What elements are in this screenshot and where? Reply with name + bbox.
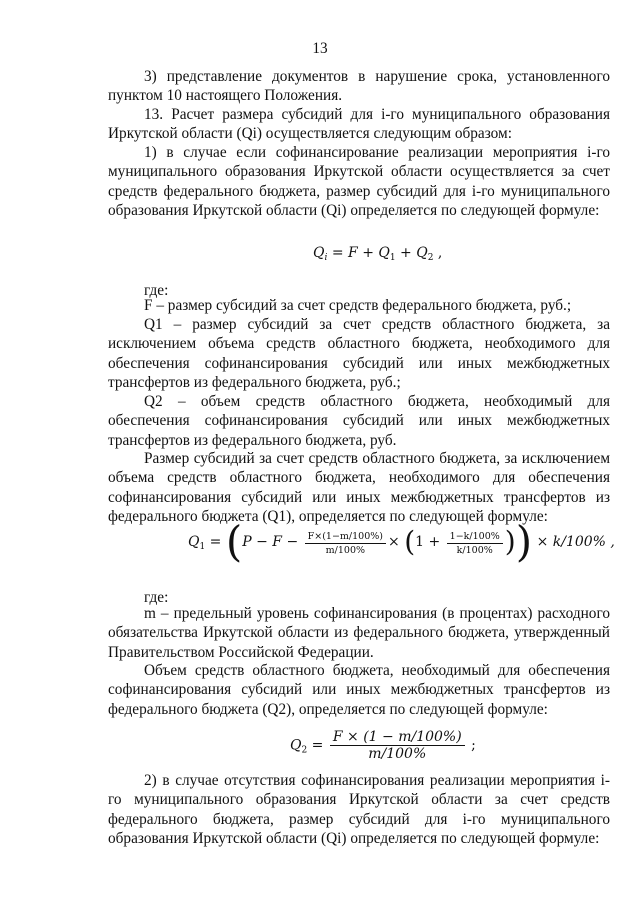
formula-q1-close-paren: ) [515, 517, 533, 566]
formula-q1-eq: = [209, 534, 222, 550]
paragraph-q1-intro: Размер субсидий за счет средств областного бюджета, за исключением объема средств областного бюджета, необходимого для обеспечения софинансирования субсидий или иных межбюджетных трансфертов из федерального бюджета (Q1), определяется по следующей формуле: [108, 450, 610, 525]
formula-q1-fraction-1-num: F×(1−m/100%) [305, 531, 386, 544]
where-label-1: где: [144, 282, 169, 299]
formula-q2-semicolon: ; [471, 737, 476, 754]
formula-qi-term-f: F [348, 245, 358, 261]
formula-q2 [290, 730, 476, 761]
formula-qi-term-q2-sub: 2 [427, 253, 434, 263]
formula-q1-inner-open-paren: ( [404, 525, 416, 558]
formula-q1-tail: × k/100% , [536, 534, 615, 550]
definition-m: m – предельный уровень софинансирования (в процентах) расходного обязательства Иркутской области из федерального бюджета, утвержденный Правительством Российской Федерации. [108, 605, 610, 661]
formula-q1-lhs-sub: 1 [199, 542, 206, 552]
formula-q1-inner-close-paren: ) [504, 525, 516, 558]
formula-q2-fraction-num: F × (1 − m/100%) [330, 730, 465, 746]
where-label-2: где: [144, 589, 169, 606]
formula-q1-fraction-1 [305, 531, 386, 556]
definition-q2: Q2 – объем средств областного бюджета, необходимый для обеспечения софинансирования субсидий или иных межбюджетных трансфертов из федерального бюджета, руб. [108, 393, 610, 449]
definition-q1: Q1 – размер субсидий за счет средств областного бюджета, за исключением объема средств областного бюджета, необходимого для обеспечения софинансирования субсидий или иных межбюджетных трансфертов из федерального бюджета, руб.; [108, 316, 610, 391]
formula-q1-times: × [388, 534, 400, 550]
formula-qi-comma: , [437, 245, 443, 261]
paragraph-case-1: 1) в случае если софинансирование реализации мероприятия i-го муниципального образования Иркутской области осуществляется за счет средств федерального бюджета, размер субсидий для i-го муниципального образования Иркутской области (Qi) определяется по следующей формуле: [108, 144, 610, 219]
formula-qi-lhs-sub: i [324, 253, 328, 263]
formula-q2-fraction-den: m/100% [368, 746, 427, 762]
paragraph-item-3: 3) представление документов в нарушение срока, установленного пунктом 10 настоящего Положения. [108, 68, 610, 105]
formula-q1-fraction-2-num: 1−k/100% [447, 531, 503, 544]
formula-qi-plus-2: + [400, 245, 412, 261]
formula-q1-fraction-2-den: k/100% [456, 545, 493, 556]
formula-qi-lhs: Q [313, 245, 325, 261]
formula-qi-eq: = [331, 245, 344, 261]
formula-qi-term-q1-sub: 1 [389, 253, 396, 263]
page-number: 13 [312, 40, 328, 57]
definition-f: F – размер субсидий за счет средств федерального бюджета, руб.; [144, 297, 572, 314]
formula-q1 [188, 517, 615, 566]
paragraph-section-13: 13. Расчет размера субсидий для i-го муниципального образования Иркутской области (Qi) осуществляется следующим образом: [108, 106, 610, 143]
formula-qi [313, 244, 442, 268]
formula-qi-term-q1: Q [378, 245, 390, 261]
formula-q1-head: P − F − [242, 534, 299, 550]
formula-qi-term-q2: Q [416, 245, 428, 261]
formula-q1-one-plus: 1 + [415, 534, 441, 550]
formula-q1-fraction-2 [447, 531, 503, 556]
formula-q1-fraction-1-den: m/100% [325, 545, 366, 556]
formula-q1-lhs: Q [188, 534, 200, 550]
formula-q2-lhs: Q [290, 737, 302, 754]
formula-q1-open-paren: ( [225, 517, 243, 566]
formula-q2-fraction [330, 730, 465, 761]
formula-qi-plus-1: + [362, 245, 374, 261]
paragraph-q2-intro: Объем средств областного бюджета, необходимый для обеспечения софинансирования субсидий или иных межбюджетных трансфертов из федерального бюджета (Q2), определяется по следующей формуле: [108, 662, 610, 718]
paragraph-case-2: 2) в случае отсутствия софинансирования реализации мероприятия i-го муниципального образования Иркутской области за счет средств федерального бюджета, размер субсидий для i-го муниципального образования Иркутской области (Qi) определяется по следующей формуле: [108, 772, 610, 847]
formula-q2-eq: = [311, 737, 324, 754]
formula-q2-lhs-sub: 2 [301, 745, 308, 756]
